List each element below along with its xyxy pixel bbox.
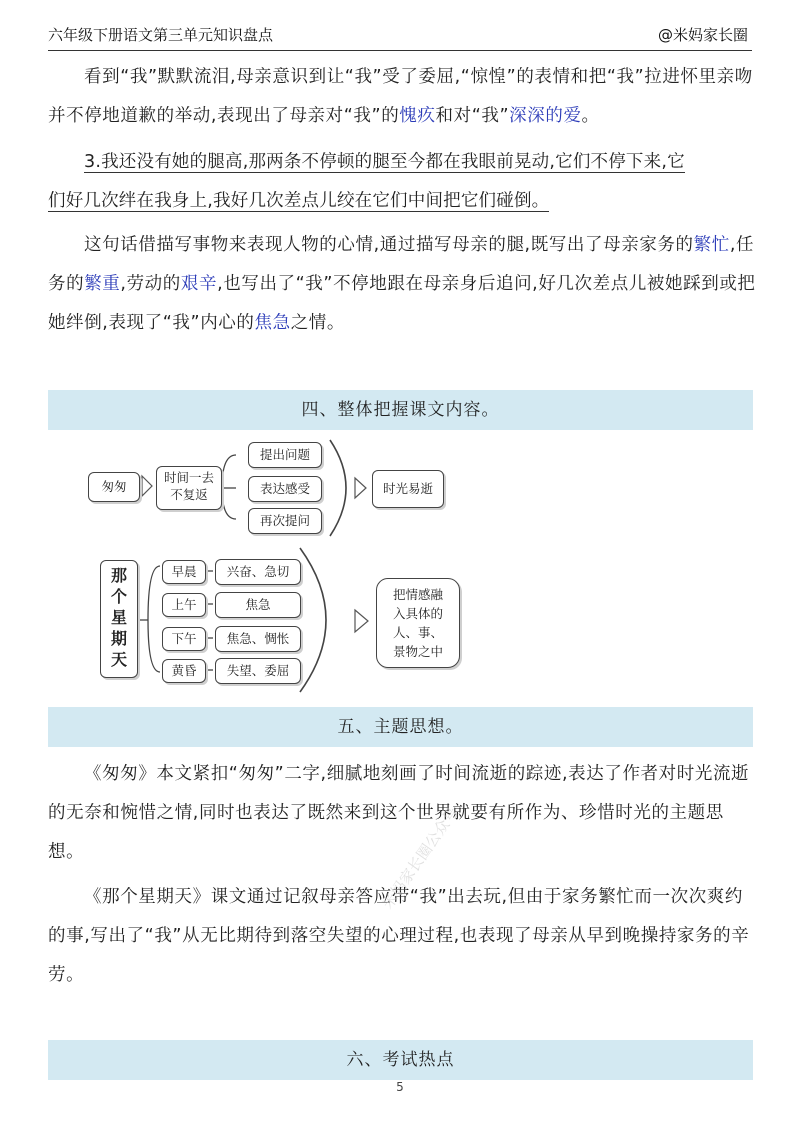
- node-that-sunday: 那 个 星 期 天: [100, 560, 138, 678]
- paragraph-theme-congcong: 《匆匆》本文紧扣“匆匆”二字,细腻地刻画了时间流逝的踪迹,表达了作者对时光流逝的无奈和惋惜之情,同时也表达了既然来到这个世界就要有所作为、珍惜时光的主题思想。: [48, 764, 750, 862]
- highlight-hardship: 艰辛: [180, 274, 218, 294]
- highlight-deep-love: 深深的爱: [509, 106, 582, 126]
- node-branch-2: 表达感受: [248, 476, 322, 502]
- node-time-passes: 时间一去 不复返: [156, 466, 222, 510]
- node-time-morning: 早晨: [162, 560, 206, 584]
- node-time-afternoon: 下午: [162, 627, 206, 651]
- node-feeling-3: 焦急、惆怅: [215, 626, 301, 652]
- node-time-fleeting: 时光易逝: [372, 470, 444, 508]
- paragraph-analysis: 这句话借描写事物来表现人物的心情,通过描写母亲的腿,既写出了母亲家务的繁忙,任务的繁重,劳动的艰辛,也写出了“我”不停地跟在母亲身后追问,好几次差点儿被她踩到或把她绊倒,表现了“我”内心的焦急之情。: [48, 235, 756, 333]
- paragraph-theme-sunday: 《那个星期天》课文通过记叙母亲答应带“我”出去玩,但由于家务繁忙而一次次爽约的事,写出了“我”从无比期待到落空失望的心理过程,也表现了母亲从早到晚操持家务的辛劳。: [48, 887, 750, 985]
- paragraph-mother-reaction: 看到“我”默默流泪,母亲意识到让“我”受了委屈,“惊惶”的表情和把“我”拉进怀里亲吻并不停地道歉的举动,表现出了母亲对“我”的愧疚和对“我”深深的爱。: [48, 67, 753, 126]
- highlight-heavy: 繁重: [84, 274, 121, 294]
- node-branch-1: 提出问题: [248, 442, 322, 468]
- quote-line-1: 3.我还没有她的腿高,那两条不停顿的腿至今都在我眼前晃动,它们不停下来,它: [84, 152, 685, 172]
- highlight-busy: 繁忙: [693, 235, 730, 255]
- node-feeling-4: 失望、委屈: [215, 658, 301, 684]
- section-5-heading: 五、主题思想。: [48, 707, 753, 747]
- node-time-dusk: 黄昏: [162, 659, 206, 683]
- node-branch-3: 再次提问: [248, 508, 322, 534]
- header-title: 六年级下册语文第三单元知识盘点: [48, 26, 274, 44]
- node-feeling-1: 兴奋、急切: [215, 559, 301, 585]
- highlight-anxious: 焦急: [254, 313, 291, 333]
- quote-line-2: 们好几次绊在我身上,我好几次差点儿绞在它们中间把它们碰倒。: [48, 191, 550, 211]
- section-4-heading: 四、整体把握课文内容。: [48, 390, 753, 430]
- section-6-heading: 六、考试热点: [48, 1040, 753, 1080]
- header-account: @米妈家长圈: [657, 26, 748, 44]
- node-feeling-2: 焦急: [215, 592, 301, 618]
- node-emotion-blend: 把情感融 入具体的 人、事、 景物之中: [376, 578, 460, 668]
- page-number: 5: [396, 1080, 404, 1094]
- watermark-text: 米妈家长圈公众号: [378, 803, 463, 913]
- node-congcong: 匆匆: [88, 472, 140, 502]
- node-time-forenoon: 上午: [162, 593, 206, 617]
- highlight-guilt: 愧疚: [399, 106, 436, 126]
